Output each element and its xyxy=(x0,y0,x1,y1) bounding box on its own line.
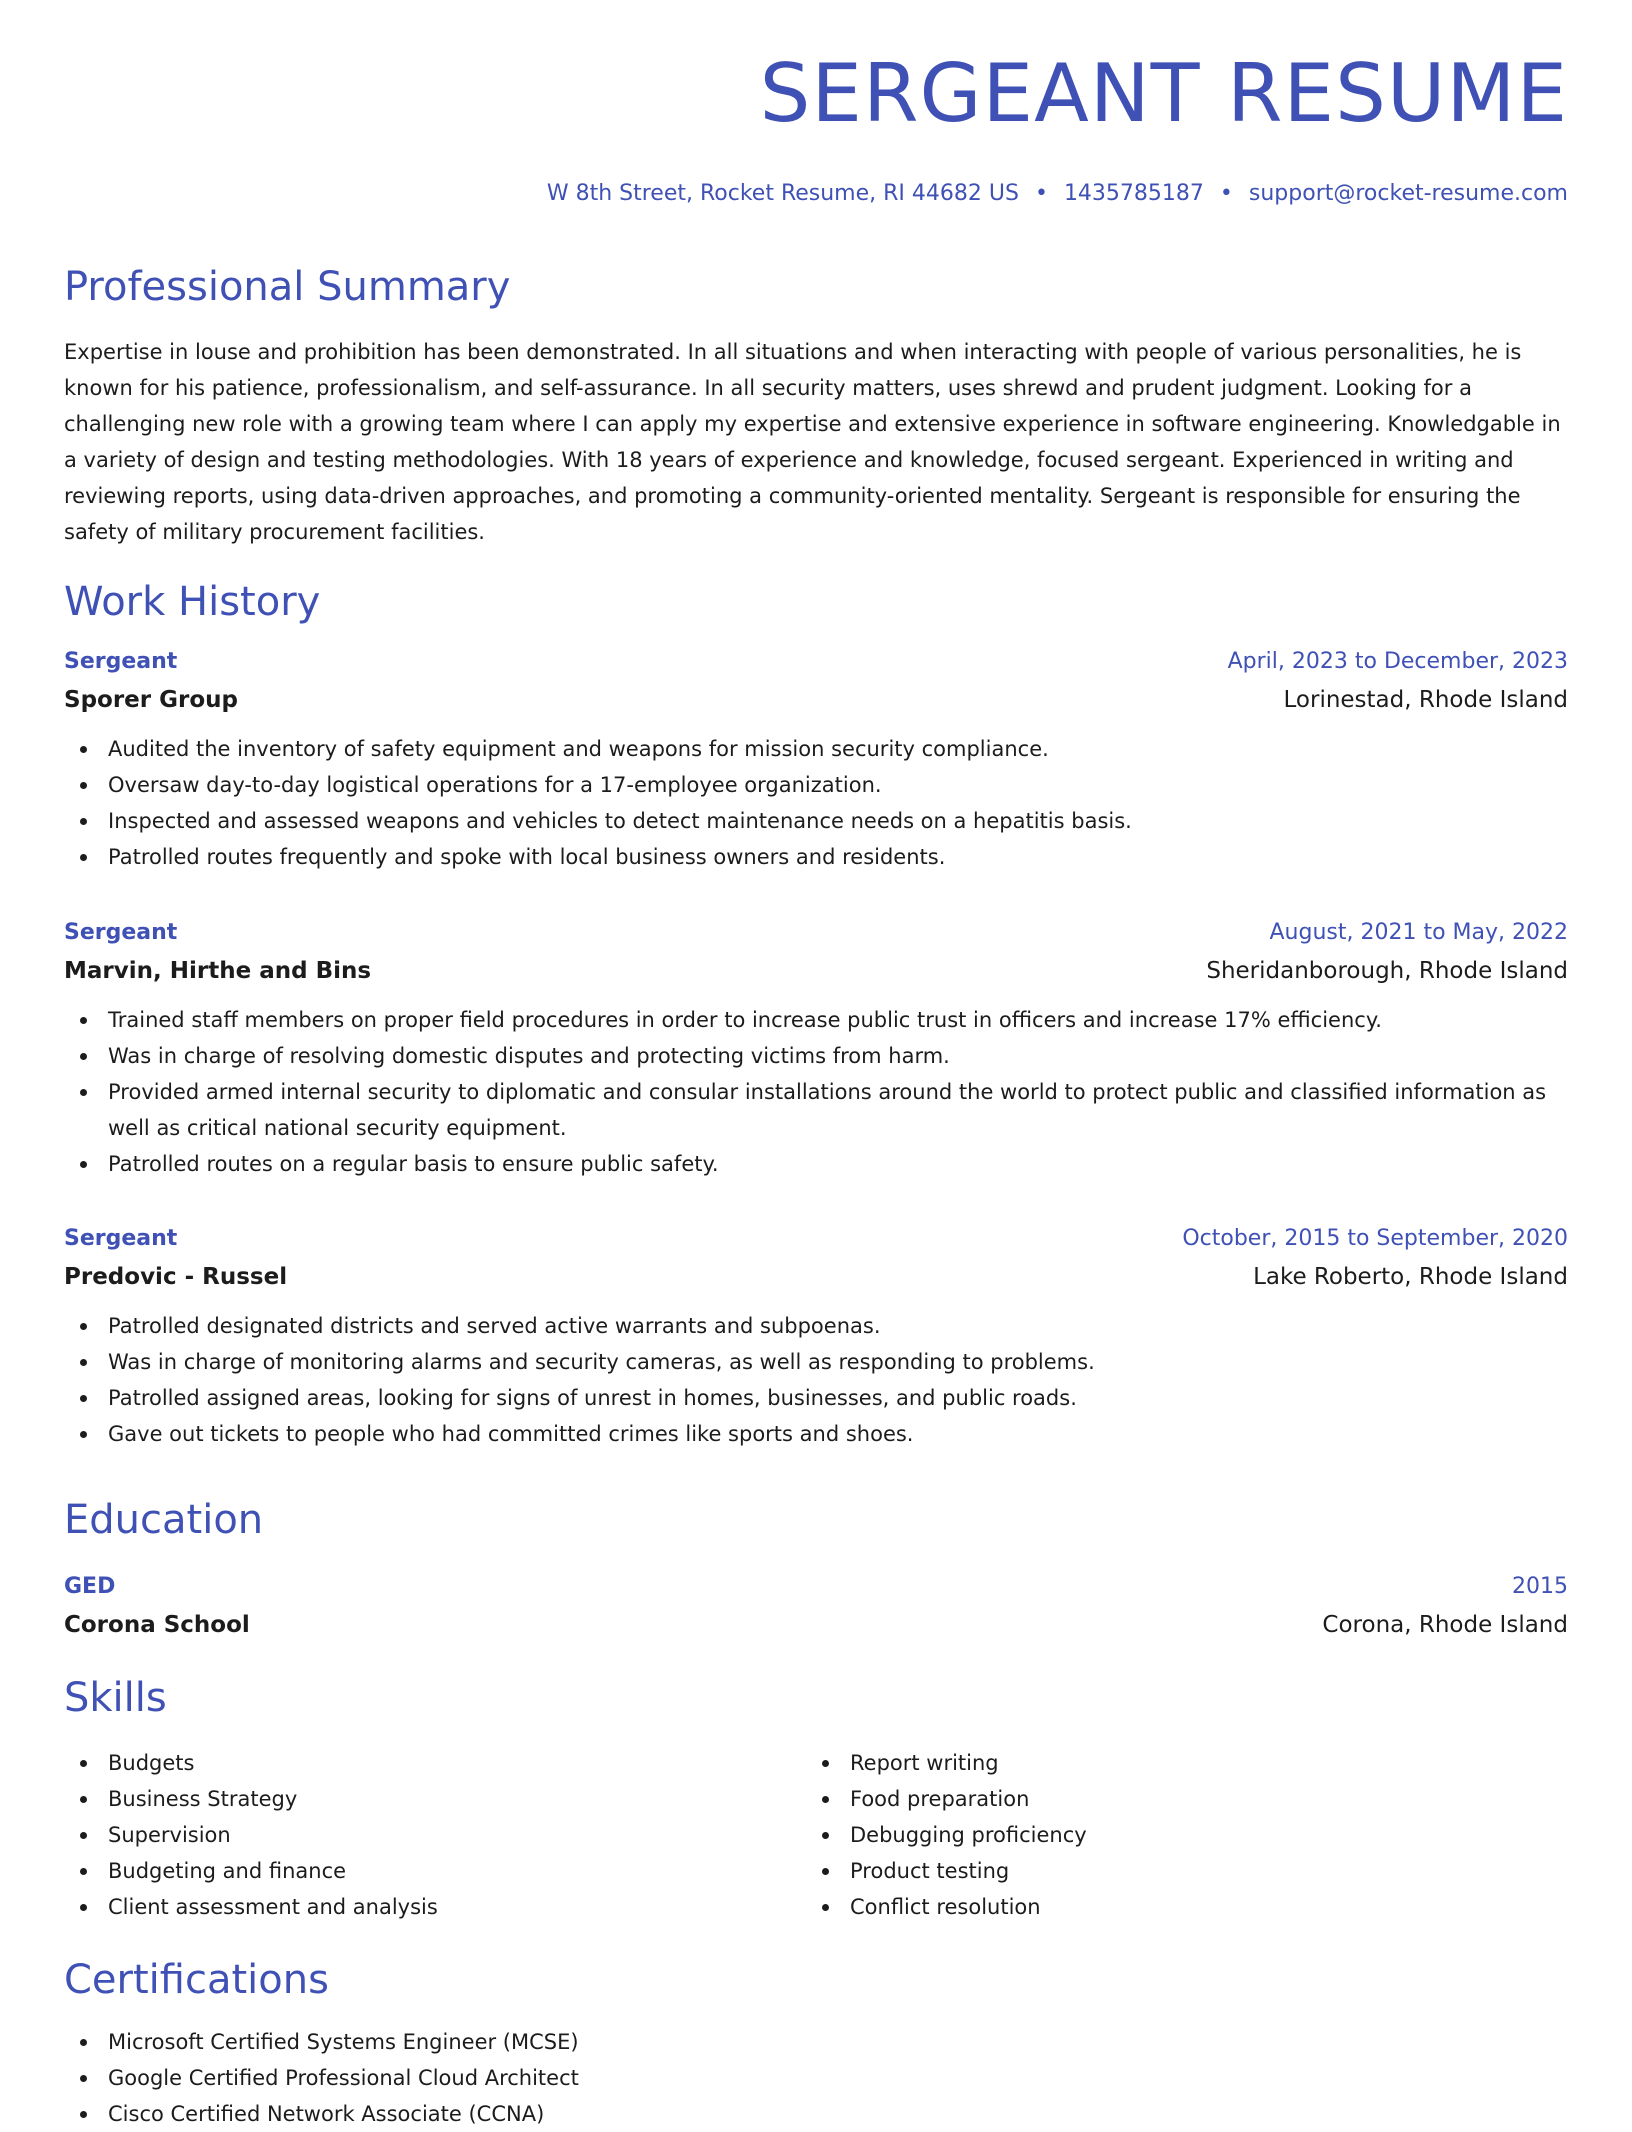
skill-item: Budgeting and finance xyxy=(64,1853,764,1889)
job-bullets xyxy=(64,731,1568,875)
certification-item: Google Certified Professional Cloud Architect xyxy=(64,2060,1568,2096)
skill-item: Debugging proficiency xyxy=(806,1817,1506,1853)
skill-item: Supervision xyxy=(64,1817,764,1853)
job-entry xyxy=(64,1220,1568,1452)
skill-item: Product testing xyxy=(806,1853,1506,1889)
job-title-row xyxy=(64,1220,1568,1258)
job-company: Marvin, Hirthe and Bins xyxy=(64,958,372,984)
contact-separator: • xyxy=(1034,181,1048,206)
job-bullet: Was in charge of monitoring alarms and security cameras, as well as responding to problems. xyxy=(64,1344,1568,1380)
skill-item: Business Strategy xyxy=(64,1781,764,1817)
skills-column-right xyxy=(806,1745,1506,1925)
education-school: Corona School xyxy=(64,1612,250,1638)
skills-column-left xyxy=(64,1745,764,1925)
job-location: Lorinestad, Rhode Island xyxy=(1283,687,1568,713)
certification-item: Cisco Certified Network Associate (CCNA) xyxy=(64,2096,1568,2132)
job-bullet: Audited the inventory of safety equipment and weapons for mission security compliance. xyxy=(64,731,1568,767)
job-bullet: Was in charge of resolving domestic disputes and protecting victims from harm. xyxy=(64,1038,1568,1074)
job-title-row xyxy=(64,643,1568,681)
contact-line xyxy=(547,183,1568,205)
skill-item: Report writing xyxy=(806,1745,1506,1781)
job-bullet: Patrolled assigned areas, looking for signs of unrest in homes, businesses, and public roads. xyxy=(64,1380,1568,1416)
contact-separator: • xyxy=(1219,181,1233,206)
certifications-bullets xyxy=(64,2024,1568,2132)
job-bullet: Gave out tickets to people who had committed crimes like sports and shoes. xyxy=(64,1416,1568,1452)
job-company: Predovic - Russel xyxy=(64,1264,288,1290)
job-company-row xyxy=(64,1258,1568,1296)
section-heading-work: Work History xyxy=(64,579,321,625)
skills-list xyxy=(64,1745,1568,1935)
summary-text: Expertise in louse and prohibition has been demonstrated. In all situations and when interacting with people of various personalities, he is known for his patience, professionalism, and self-assurance. In all security matters, uses shrewd and prudent judgment. Looking for a challenging new role with a growing team where I can apply my expertise and extensive experience in software engineering. Knowledgable in a variety of design and testing methodologies. With 18 years of experience and knowledge, focused sergeant. Experienced in writing and reviewing reports, using data-driven approaches, and promoting a community-oriented mentality. Sergeant is responsible for ensuring the safety of military procurement facilities. xyxy=(64,340,1561,544)
job-bullet: Trained staff members on proper field procedures in order to increase public trust in officers and increase 17% efficiency. xyxy=(64,1002,1568,1038)
education-school-row xyxy=(64,1606,1568,1644)
resume-page xyxy=(64,0,1568,2126)
education-degree: GED xyxy=(64,1574,116,1599)
job-company: Sporer Group xyxy=(64,687,238,713)
job-dates: October, 2015 to September, 2020 xyxy=(1182,1226,1568,1251)
job-bullet: Patrolled routes on a regular basis to ensure public safety. xyxy=(64,1146,1568,1182)
contact-phone: 1435785187 xyxy=(1063,181,1204,206)
job-entry xyxy=(64,643,1568,875)
education-entry xyxy=(64,1568,1568,1644)
job-dates: April, 2023 to December, 2023 xyxy=(1227,649,1568,674)
section-heading-education: Education xyxy=(64,1497,264,1543)
education-degree-row xyxy=(64,1568,1568,1606)
education-year: 2015 xyxy=(1512,1574,1568,1599)
job-location: Lake Roberto, Rhode Island xyxy=(1253,1264,1568,1290)
skill-item: Client assessment and analysis xyxy=(64,1889,764,1925)
section-heading-certifications: Certifications xyxy=(64,1957,329,2003)
job-dates: August, 2021 to May, 2022 xyxy=(1269,920,1568,945)
education-location: Corona, Rhode Island xyxy=(1322,1612,1568,1638)
certifications-list xyxy=(64,2024,1568,2132)
job-title: Sergeant xyxy=(64,920,178,945)
skill-item: Food preparation xyxy=(806,1781,1506,1817)
job-bullet: Inspected and assessed weapons and vehicles to detect maintenance needs on a hepatitis basis. xyxy=(64,803,1568,839)
job-title: Sergeant xyxy=(64,649,178,674)
job-title: Sergeant xyxy=(64,1226,178,1251)
section-heading-summary: Professional Summary xyxy=(64,264,511,310)
job-bullets xyxy=(64,1308,1568,1452)
job-entry xyxy=(64,914,1568,1182)
skill-item: Budgets xyxy=(64,1745,764,1781)
job-location: Sheridanborough, Rhode Island xyxy=(1206,958,1568,984)
section-heading-skills: Skills xyxy=(64,1675,167,1721)
job-bullets xyxy=(64,1002,1568,1182)
certification-item: Microsoft Certified Systems Engineer (MCSE) xyxy=(64,2024,1568,2060)
job-title-row xyxy=(64,914,1568,952)
job-company-row xyxy=(64,952,1568,990)
job-bullet: Patrolled routes frequently and spoke with local business owners and residents. xyxy=(64,839,1568,875)
job-bullet: Patrolled designated districts and served active warrants and subpoenas. xyxy=(64,1308,1568,1344)
skill-item: Conflict resolution xyxy=(806,1889,1506,1925)
job-bullet: Provided armed internal security to diplomatic and consular installations around the world to protect public and classified information as well as critical national security equipment. xyxy=(64,1074,1568,1146)
contact-address: W 8th Street, Rocket Resume, RI 44682 US xyxy=(546,181,1019,206)
job-bullet: Oversaw day-to-day logistical operations for a 17-employee organization. xyxy=(64,767,1568,803)
contact-email: support@rocket-resume.com xyxy=(1248,181,1568,206)
job-company-row xyxy=(64,681,1568,719)
resume-name: SERGEANT RESUME xyxy=(759,47,1568,140)
